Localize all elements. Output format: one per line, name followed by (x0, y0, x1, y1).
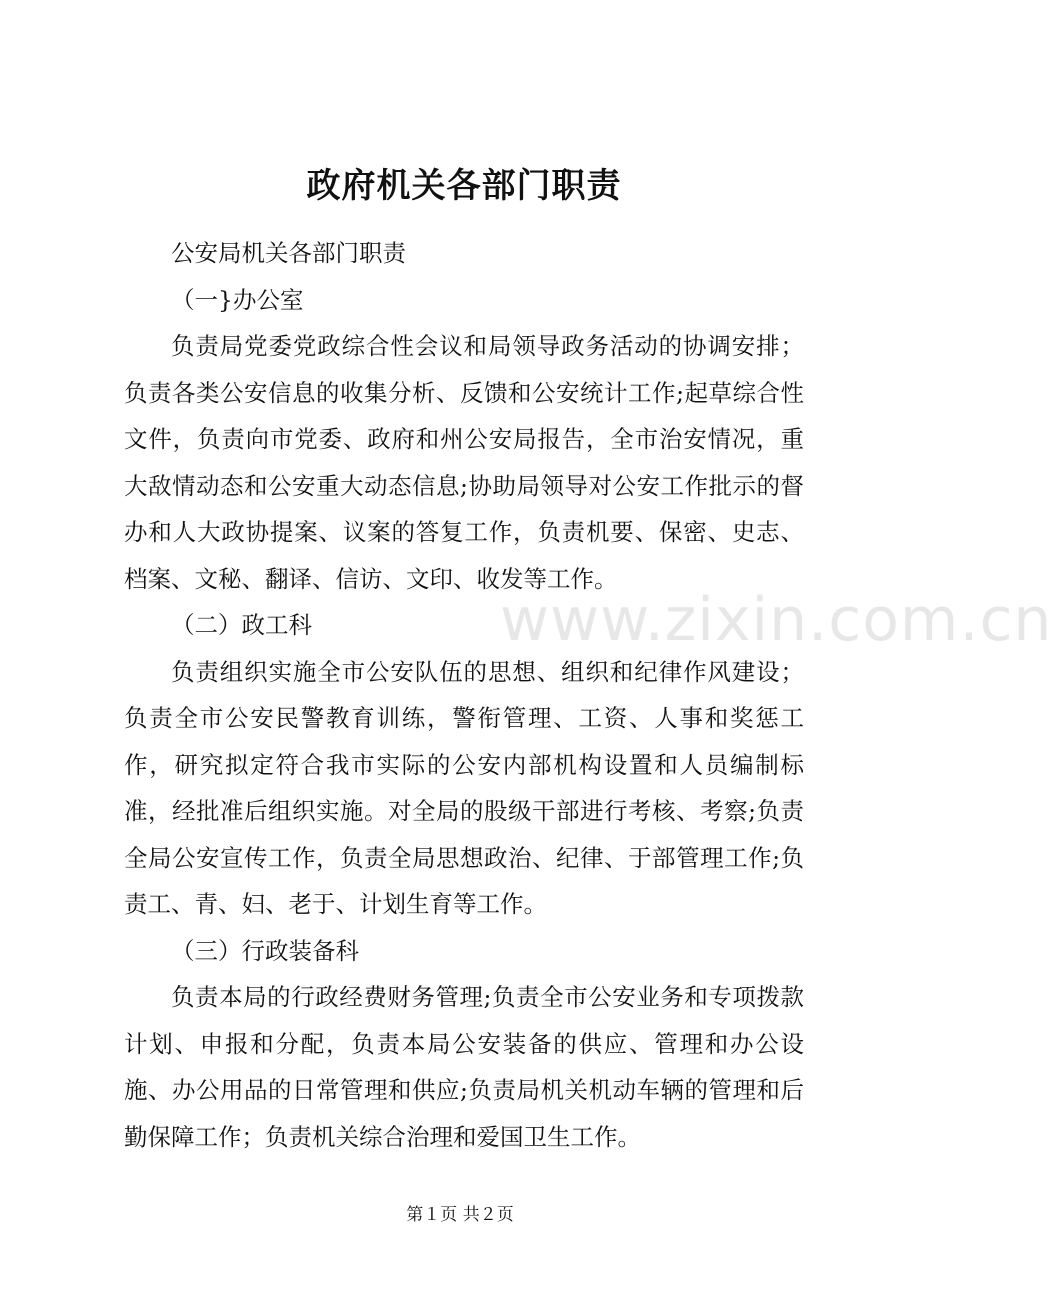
section-body-office: 负责局党委党政综合性会议和局领导政务活动的协调安排；负责各类公安信息的收集分析、反馈和公安统计工作;起草综合性文件，负责向市党委、政府和州公安局报告，全市治安情况，重大敌情动态和公安重大动态信息;协助局领导对公安工作批示的督办和人大政协提案、议案的答复工作，负责机要、保密、史志、档案、文秘、翻译、信访、文印、收发等工作。 (124, 332, 804, 593)
section-heading-office: （一}办公室 (171, 285, 304, 314)
watermark: www.zixin.com.cn (500, 585, 1052, 655)
document-page (124, 160, 804, 1160)
document-subtitle: 公安局机关各部门职责 (171, 239, 406, 267)
section-heading-political-work: （二）政工科 (171, 611, 312, 639)
page-footer (0, 1200, 920, 1225)
section-body-political-work: 负责组织实施全市公安队伍的思想、组织和纪律作风建设；负责全市公安民警教育训练，警衔管理、工资、人事和奖惩工作，研究拟定符合我市实际的公安内部机构设置和人员编制标准，经批准后组织实施。对全局的股级干部进行考核、考察;负责全局公安宣传工作，负责全局思想政治、纪律、于部管理工作;负责工、青、妇、老于、计划生育等工作。 (124, 657, 804, 918)
section-heading-admin-equipment: （三）行政装备科 (171, 936, 359, 965)
page-number: 第１页 共２页 (406, 1205, 514, 1225)
section-body-admin-equipment: 负责本局的行政经费财务管理;负责全市公安业务和专项拨款计划、申报和分配，负责本局公安装备的供应、管理和办公设施、办公用品的日常管理和供应;负责局机关机动车辆的管理和后勤保障工作；负责机关综合治理和爱国卫生工作。 (124, 983, 804, 1151)
document-title: 政府机关各部门职责 (306, 166, 622, 206)
